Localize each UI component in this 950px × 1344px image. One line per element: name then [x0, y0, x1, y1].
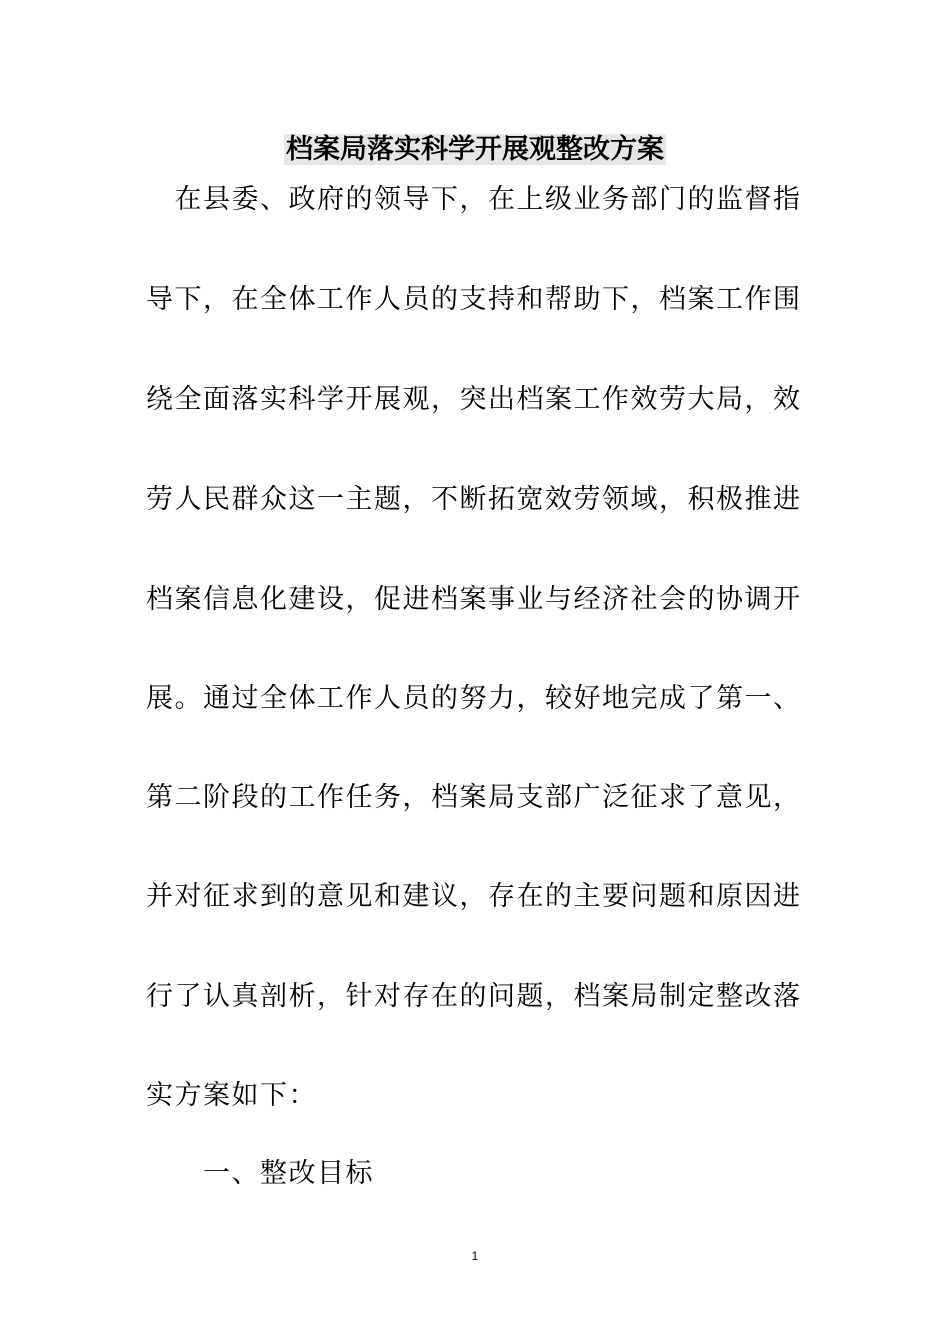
paragraph-line: 劳人民群众这一主题，不断拓宽效劳领域，积极推进: [146, 484, 802, 515]
paragraph-line: 在县委、政府的领导下，在上级业务部门的监督指: [146, 184, 802, 215]
paragraph-line: 第二阶段的工作任务，档案局支部广泛征求了意见，: [146, 782, 802, 813]
section-heading: 一、整改目标: [203, 1158, 374, 1189]
page-title: [0, 130, 950, 170]
page-number: 1: [471, 1249, 479, 1263]
paragraph-line: 展。通过全体工作人员的努力，较好地完成了第一、: [146, 683, 802, 714]
page-title-text: 档案局落实科学开展观整改方案: [286, 134, 664, 165]
paragraph-line: 并对征求到的意见和建议，存在的主要问题和原因进: [146, 881, 802, 912]
paragraph-line: 档案信息化建设，促进档案事业与经济社会的协调开: [146, 584, 802, 615]
paragraph-line: 绕全面落实科学开展观，突出档案工作效劳大局，效: [146, 384, 802, 415]
paragraph-line: 导下，在全体工作人员的支持和帮助下，档案工作围: [146, 284, 802, 315]
paragraph-line: 实方案如下：: [146, 1080, 317, 1111]
paragraph-line: 行了认真剖析，针对存在的问题，档案局制定整改落: [146, 981, 802, 1012]
